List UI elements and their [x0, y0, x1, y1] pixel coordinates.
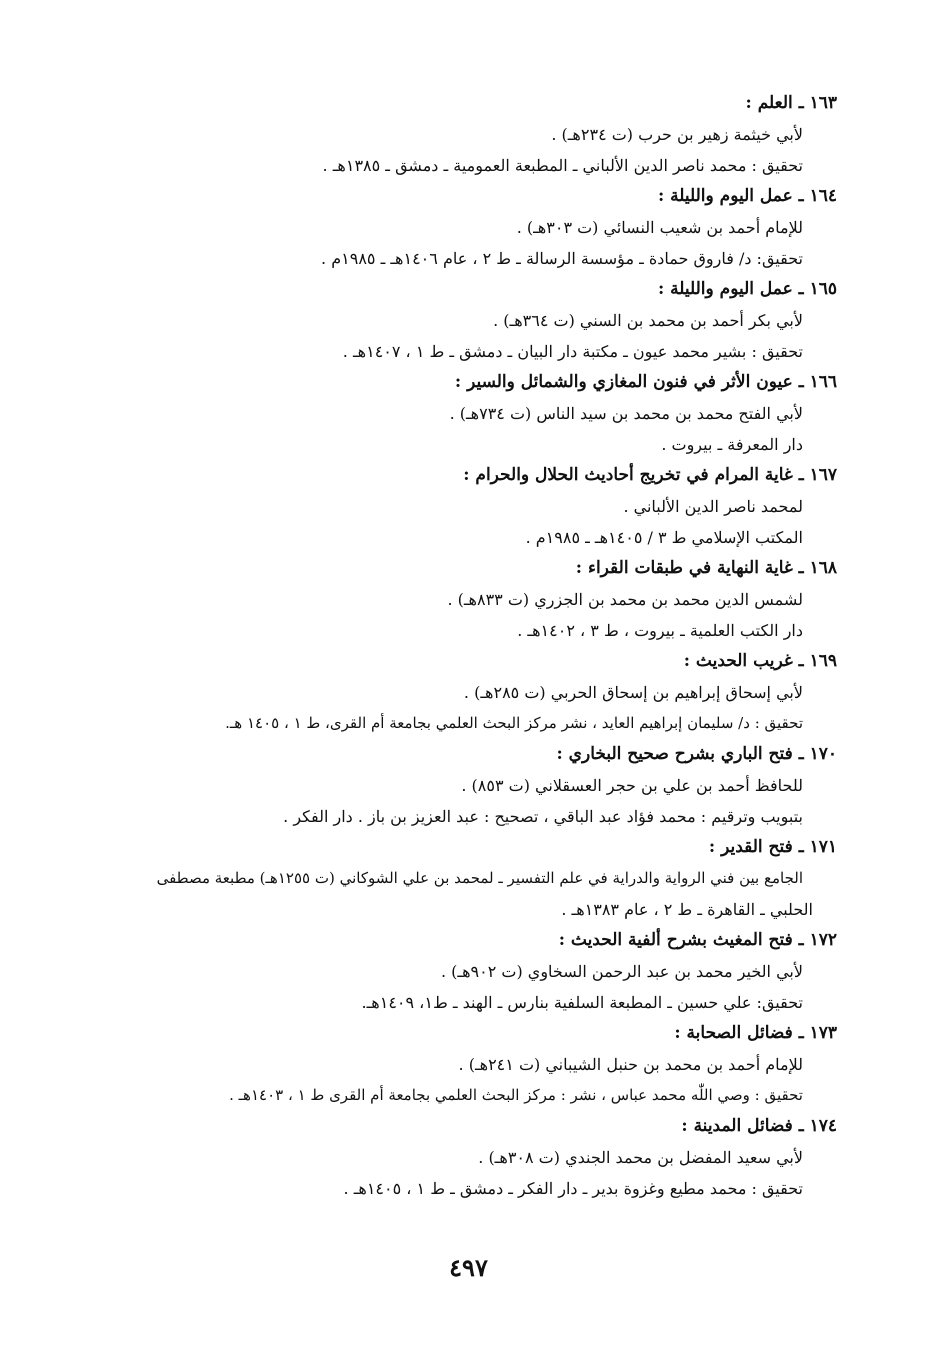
- entry-publication: تحقيق : محمد ناصر الدين الألباني ـ المطبعة العمومية ـ دمشق ـ ١٣٨٥هـ .: [322, 156, 803, 175]
- entry-description: الجامع بين فني الرواية والدراية في علم التفسير ـ لمحمد بن علي الشوكاني (ت ١٢٥٥هـ) مطبعة مصطفى: [156, 869, 803, 887]
- entry-author: لأبي إسحاق إبراهيم بن إسحاق الحربي (ت ٢٨٥هـ) .: [463, 683, 803, 702]
- entry-170: [97, 739, 837, 832]
- entry-title: ١٧١ ـ فتح القدير :: [708, 837, 837, 857]
- entry-167: [97, 460, 837, 553]
- entry-author: لأبي سعيد المفضل بن محمد الجندي (ت ٣٠٨هـ) .: [478, 1148, 803, 1167]
- entry-author: لمحمد ناصر الدين الألباني .: [623, 497, 803, 516]
- entry-169: [97, 646, 837, 739]
- entry-author: للحافظ أحمد بن علي بن حجر العسقلاني (ت ٨٥٣) .: [461, 776, 803, 795]
- entry-title: ١٧٢ ـ فتح المغيث بشرح ألفية الحديث :: [558, 930, 837, 950]
- entry-author: لأبي الفتح محمد بن محمد بن سيد الناس (ت ٧٣٤هـ) .: [449, 404, 803, 423]
- entry-171: [97, 832, 837, 925]
- entry-publication: بتبويب وترقيم : محمد فؤاد عبد الباقي ، تصحيح : عبد العزيز بن باز . دار الفكر .: [283, 807, 803, 826]
- entry-author: للإمام أحمد بن محمد بن حنبل الشيباني (ت ٢٤١هـ) .: [458, 1055, 803, 1074]
- entry-publication: تحقيق : د/ سليمان إبراهيم العايد ، نشر مركز البحث العلمي بجامعة أم القرى، ط ١ ، ١٤٠٥ هـ.: [225, 714, 803, 732]
- entry-165: [97, 274, 837, 367]
- entry-173: [97, 1018, 837, 1111]
- entry-author: لأبي بكر أحمد بن محمد بن السني (ت ٣٦٤هـ) .: [493, 311, 803, 330]
- entry-title: ١٦٣ ـ العلم :: [745, 93, 837, 113]
- entry-publication: تحقيق : بشير محمد عيون ـ مكتبة دار البيان ـ دمشق ـ ط ١ ، ١٤٠٧هـ .: [342, 342, 803, 361]
- page-number: ٤٩٧: [449, 1253, 488, 1282]
- entry-163: [97, 88, 837, 181]
- entry-publication: تحقيق : محمد مطيع وغزوة بدير ـ دار الفكر ـ دمشق ـ ط ١ ، ١٤٠٥هـ .: [343, 1179, 803, 1198]
- entry-publication: تحقيق: علي حسين ـ المطبعة السلفية بنارس ـ الهند ـ ط١، ١٤٠٩هـ.: [361, 993, 803, 1012]
- entry-publication: الحلبي ـ القاهرة ـ ط ٢ ، عام ١٣٨٣هـ .: [561, 900, 813, 919]
- entry-title: ١٧٣ ـ فضائل الصحابة :: [674, 1023, 837, 1043]
- entry-publication: تحقيق: د/ فاروق حمادة ـ مؤسسة الرسالة ـ ط ٢ ، عام ١٤٠٦هـ ـ ١٩٨٥م .: [321, 249, 803, 268]
- entry-title: ١٧٠ ـ فتح الباري بشرح صحيح البخاري :: [556, 744, 837, 764]
- entry-168: [97, 553, 837, 646]
- bibliography-page: [97, 88, 837, 1248]
- entry-author: لشمس الدين محمد بن محمد بن الجزري (ت ٨٣٣هـ) .: [447, 590, 803, 609]
- entry-title: ١٦٩ ـ غريب الحديث :: [683, 651, 837, 671]
- entry-title: ١٧٤ ـ فضائل المدينة :: [681, 1116, 837, 1136]
- entry-publication: دار المعرفة ـ بيروت .: [661, 435, 803, 454]
- entry-author: لأبي الخير محمد بن عبد الرحمن السخاوي (ت ٩٠٢هـ) .: [440, 962, 803, 981]
- entry-publication: تحقيق : وصي اللّٰه محمد عباس ، نشر : مركز البحث العلمي بجامعة أم القرى ط ١ ، ١٤٠٣هـ .: [229, 1086, 803, 1104]
- entry-author: لأبي خيثمة زهير بن حرب (ت ٢٣٤هـ) .: [551, 125, 803, 144]
- entry-title: ١٦٦ ـ عيون الأثر في فنون المغازي والشمائل والسير :: [454, 372, 837, 392]
- entry-title: ١٦٧ ـ غاية المرام في تخريج أحاديث الحلال والحرام :: [463, 465, 837, 485]
- entry-publication: دار الكتب العلمية ـ بيروت ، ط ٣ ، ١٤٠٢هـ .: [517, 621, 803, 640]
- entry-172: [97, 925, 837, 1018]
- entry-publication: المكتب الإسلامي ط ٣ / ١٤٠٥هـ ـ ١٩٨٥م .: [525, 528, 803, 547]
- entry-174: [97, 1111, 837, 1204]
- entry-title: ١٦٤ ـ عمل اليوم والليلة :: [657, 186, 837, 206]
- entry-164: [97, 181, 837, 274]
- entry-166: [97, 367, 837, 460]
- entry-title: ١٦٨ ـ غاية النهاية في طبقات القراء :: [575, 558, 837, 578]
- entry-author: للإمام أحمد بن شعيب النسائي (ت ٣٠٣هـ) .: [516, 218, 803, 237]
- entry-title: ١٦٥ ـ عمل اليوم والليلة :: [657, 279, 837, 299]
